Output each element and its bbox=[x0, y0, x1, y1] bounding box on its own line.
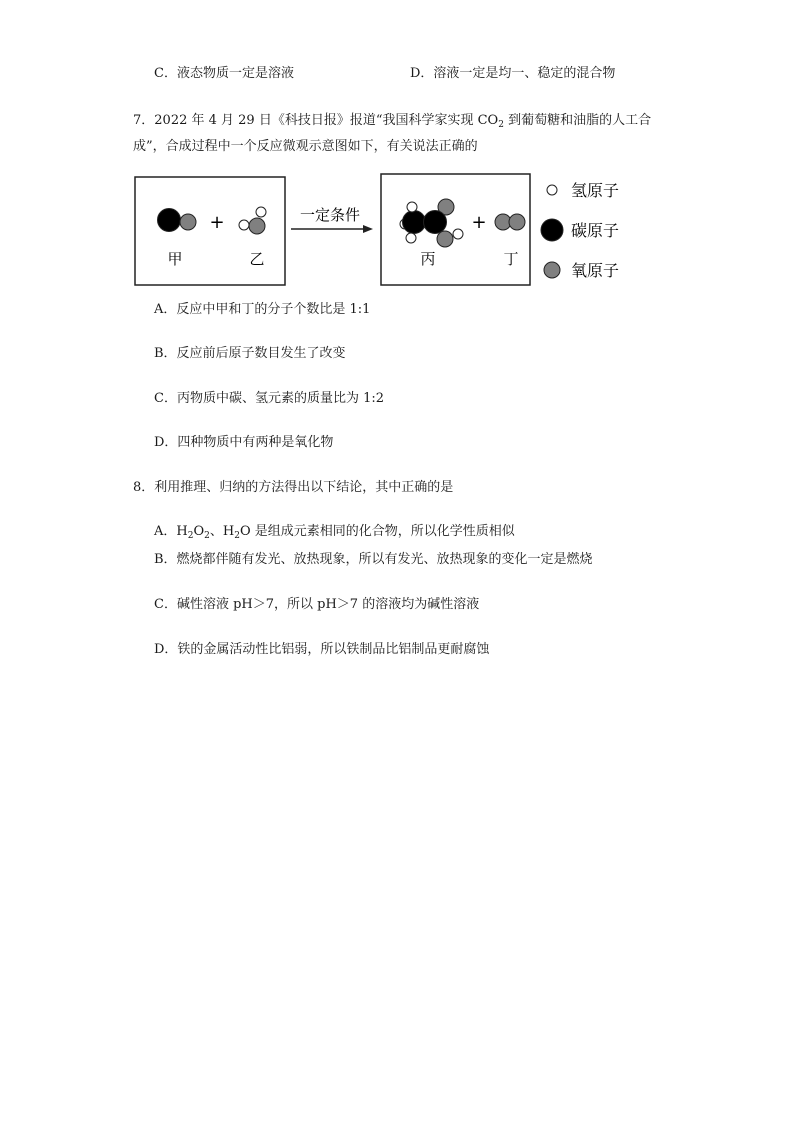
q8-a-text: 、H bbox=[209, 524, 235, 539]
q8-a-text: O 是组成元素相同的化合物，所以化学性质相似 bbox=[239, 524, 515, 539]
q6-option-c: C．液态物质一定是溶液 bbox=[154, 66, 294, 81]
legend-oxygen-icon bbox=[544, 262, 560, 278]
co2-subscript: 2 bbox=[498, 120, 504, 130]
jia-carbon-atom bbox=[158, 209, 181, 232]
ding-oxygen-atom-2 bbox=[509, 214, 525, 230]
q8-option-d: D．铁的金属活动性比铝弱，所以铁制品比铝制品更耐腐蚀 bbox=[154, 642, 490, 657]
subscript: 2 bbox=[234, 531, 240, 541]
legend-carbon-icon bbox=[541, 219, 563, 241]
label-jia: 甲 bbox=[167, 250, 183, 268]
plus-sign-1: + bbox=[209, 212, 225, 233]
q7-option-a: A．反应中甲和丁的分子个数比是 1:1 bbox=[154, 302, 371, 317]
legend-hydrogen-label: 氢原子 bbox=[571, 181, 620, 200]
label-yi: 乙 bbox=[249, 250, 265, 268]
jia-oxygen-atom bbox=[180, 214, 196, 230]
subscript: 2 bbox=[187, 531, 194, 541]
legend-oxygen-label: 氧原子 bbox=[571, 261, 620, 280]
q8-stem: 8．利用推理、归纳的方法得出以下结论，其中正确的是 bbox=[133, 480, 454, 495]
reaction-arrow-head bbox=[363, 225, 373, 233]
q7-stem-line1 bbox=[133, 112, 651, 130]
q6-option-d: D．溶液一定是均一、稳定的混合物 bbox=[410, 66, 616, 81]
label-ding: 丁 bbox=[503, 250, 519, 268]
q7-stem-text-cont: 到葡萄糖和油脂的人工合 bbox=[503, 113, 652, 128]
yi-hydrogen-atom-1 bbox=[239, 220, 249, 230]
bing-carbon-left bbox=[403, 211, 426, 234]
reaction-diagram bbox=[133, 172, 627, 290]
reaction-condition: 一定条件 bbox=[299, 206, 361, 224]
q8-option-a bbox=[154, 523, 515, 541]
bing-hydrogen-bottom bbox=[406, 233, 416, 243]
plus-sign-2: + bbox=[471, 212, 487, 233]
q7-option-d: D．四种物质中有两种是氧化物 bbox=[154, 435, 334, 450]
bing-hydrogen-right bbox=[453, 229, 463, 239]
q8-a-prefix: A．H bbox=[154, 524, 188, 539]
q7-stem-text: 7．2022 年 4 月 29 日《科技日报》报道“我国科学家实现 CO bbox=[133, 113, 499, 128]
bing-oxygen-bottom bbox=[437, 231, 453, 247]
q8-option-b: B．燃烧都伴随有发光、放热现象，所以有发光、放热现象的变化一定是燃烧 bbox=[154, 552, 593, 567]
label-bing: 丙 bbox=[420, 250, 436, 268]
q8-option-c: C．碱性溶液 pH＞7，所以 pH＞7 的溶液均为碱性溶液 bbox=[154, 597, 480, 612]
legend-carbon-label: 碳原子 bbox=[571, 221, 620, 240]
bing-carbon-right bbox=[424, 211, 447, 234]
q7-option-c: C．丙物质中碳、氢元素的质量比为 1:2 bbox=[154, 391, 385, 406]
q7-option-b: B．反应前后原子数目发生了改变 bbox=[154, 346, 346, 361]
yi-oxygen-atom bbox=[249, 218, 265, 234]
bing-hydrogen-top bbox=[407, 202, 417, 212]
legend-hydrogen-icon bbox=[547, 185, 557, 195]
yi-hydrogen-atom-2 bbox=[256, 207, 266, 217]
subscript: 2 bbox=[204, 531, 210, 541]
q8-a-text: O bbox=[193, 524, 205, 539]
q7-stem-line2: 成”，合成过程中一个反应微观示意图如下，有关说法正确的 bbox=[133, 139, 478, 154]
